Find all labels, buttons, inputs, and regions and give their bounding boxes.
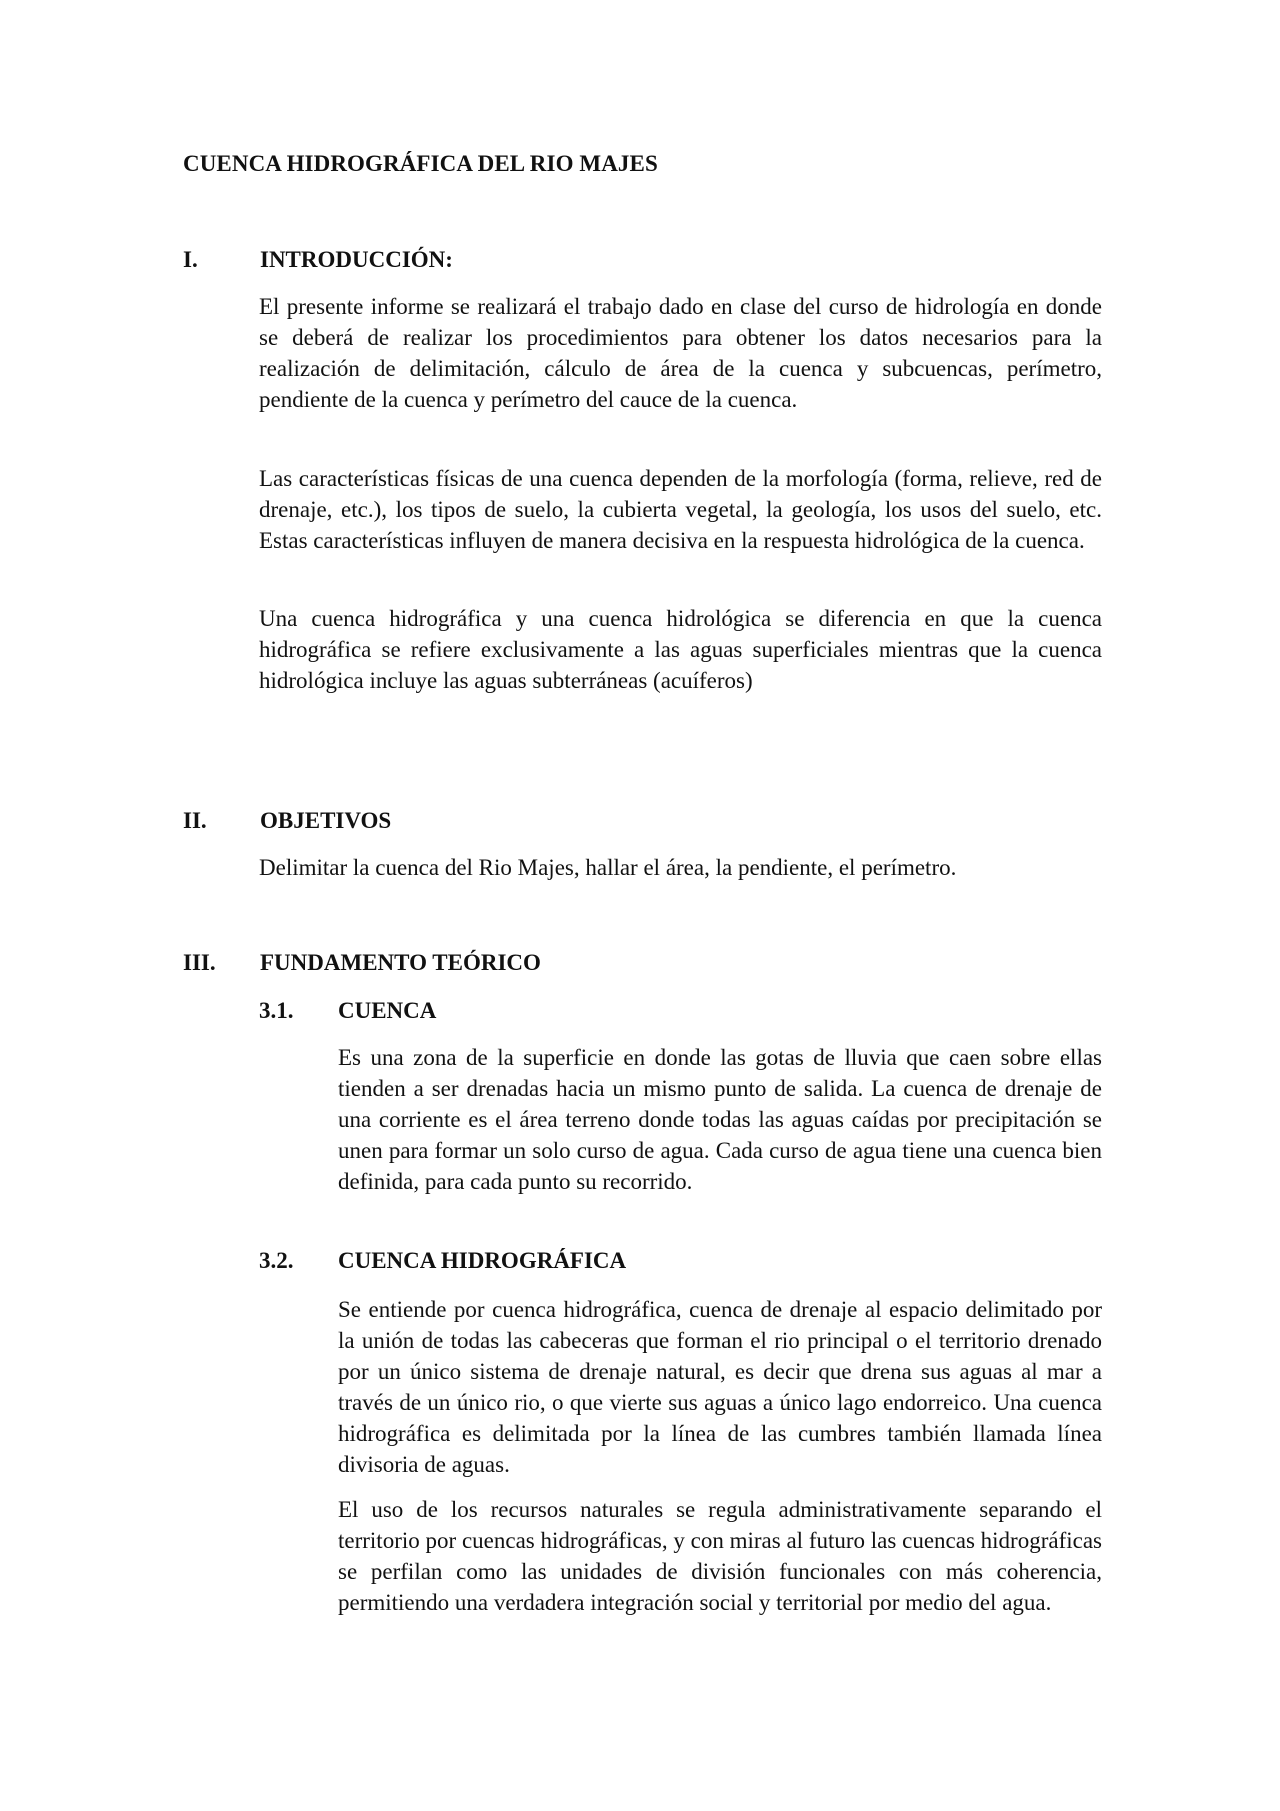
section-number: II. xyxy=(183,808,207,833)
paragraph: Las características físicas de una cuenca dependen de la morfología (forma, relieve, red de drenaje, etc.), los tipos de suelo, la cubierta vegetal, la geología, los usos del suelo, etc. Estas características influyen de manera decisiva en la respuesta hidrológica de la cuenca. xyxy=(259,466,1102,553)
subsection-heading-cuenca-hidrografica xyxy=(259,1248,626,1274)
section-heading-fundamento-teorico xyxy=(183,950,541,976)
section-title: FUNDAMENTO TEÓRICO xyxy=(260,950,541,975)
subsection-title: CUENCA xyxy=(338,998,437,1023)
section-number: I. xyxy=(183,247,198,272)
section-title: INTRODUCCIÓN: xyxy=(260,247,453,272)
section-heading-introduccion xyxy=(183,247,453,273)
subsection-heading-cuenca xyxy=(259,998,436,1024)
subsection-title: CUENCA HIDROGRÁFICA xyxy=(338,1248,627,1273)
paragraph: Se entiende por cuenca hidrográfica, cuenca de drenaje al espacio delimitado por la unión de todas las cabeceras que forman el rio principal o el territorio drenado por un único sistema de drenaje natural, es decir que drena sus aguas al mar a través de un único rio, o que vierte sus aguas a único lago endorreico. Una cuenca hidrográfica es delimitada por la línea de las cumbres también llamada línea divisoria de aguas. xyxy=(338,1297,1102,1477)
section-heading-objetivos xyxy=(183,808,391,834)
paragraph: Es una zona de la superficie en donde las gotas de lluvia que caen sobre ellas tienden a ser drenadas hacia un mismo punto de salida. La cuenca de drenaje de una corriente es el área terreno donde todas las aguas caídas por precipitación se unen para formar un solo curso de agua. Cada curso de agua tiene una cuenca bien definida, para cada punto su recorrido. xyxy=(338,1045,1102,1194)
paragraph: El presente informe se realizará el trabajo dado en clase del curso de hidrología en donde se deberá de realizar los procedimientos para obtener los datos necesarios para la realización de delimitación, cálculo de área de la cuenca y subcuencas, perímetro, pendiente de la cuenca y perímetro del cauce de la cuenca. xyxy=(259,294,1102,412)
paragraph: El uso de los recursos naturales se regula administrativamente separando el territorio por cuencas hidrográficas, y con miras al futuro las cuencas hidrográficas se perfilan como las unidades de división funcionales con más coherencia, permitiendo una verdadera integración social y territorial por medio del agua. xyxy=(338,1497,1102,1615)
subsection-number: 3.2. xyxy=(259,1248,294,1273)
document-title: CUENCA HIDROGRÁFICA DEL RIO MAJES xyxy=(183,151,658,176)
subsection-number: 3.1. xyxy=(259,998,294,1023)
paragraph: Delimitar la cuenca del Rio Majes, hallar el área, la pendiente, el perímetro. xyxy=(259,855,957,880)
section-title: OBJETIVOS xyxy=(260,808,392,833)
section-number: III. xyxy=(183,950,216,975)
paragraph: Una cuenca hidrográfica y una cuenca hidrológica se diferencia en que la cuenca hidrográfica se refiere exclusivamente a las aguas superficiales mientras que la cuenca hidrológica incluye las aguas subterráneas (acuíferos) xyxy=(259,606,1102,693)
